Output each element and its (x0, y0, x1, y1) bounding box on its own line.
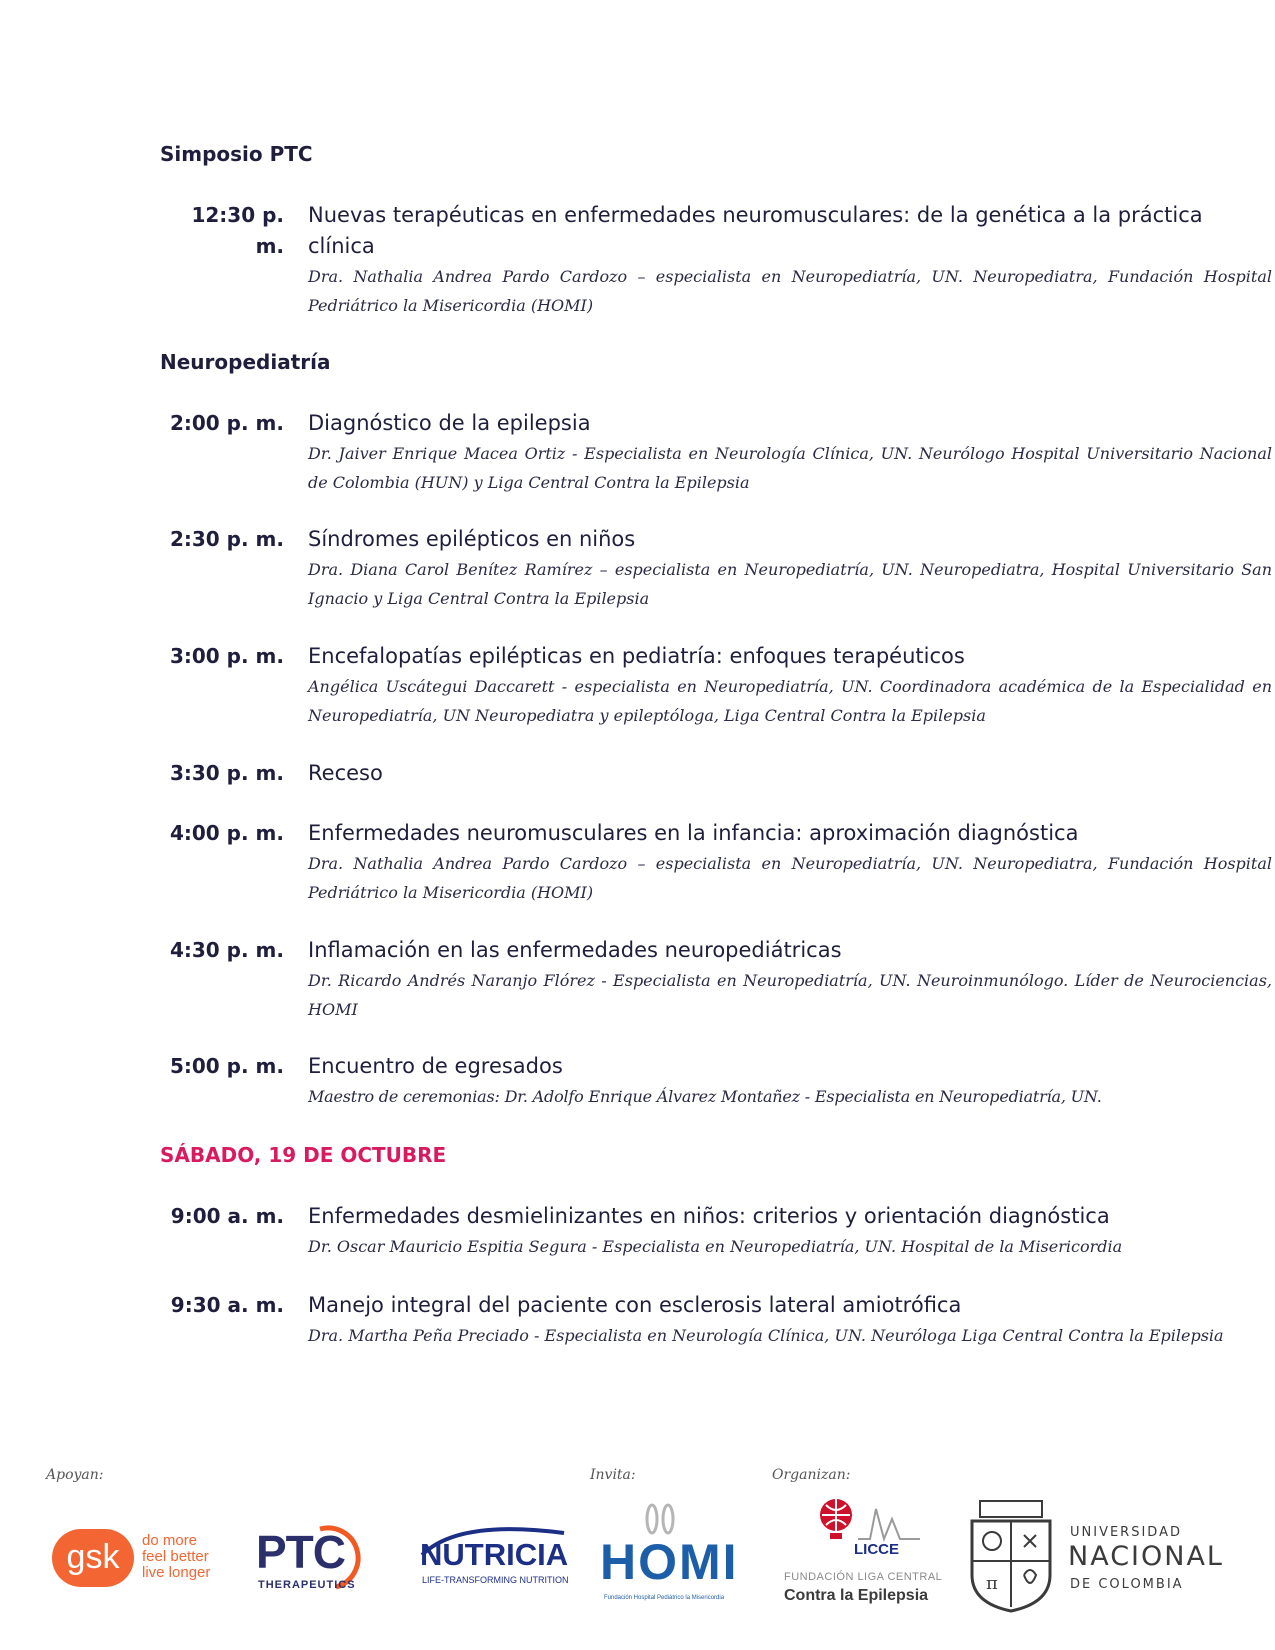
agenda-speaker: Dra. Diana Carol Benítez Ramírez – especialista en Neuropediatría, UN. Neuropediatra, Hospital Universitario San Ignacio y Liga Central Contra la Epilepsia (308, 560, 1272, 608)
agenda-talk-title: Encuentro de egresados (308, 1054, 563, 1078)
svg-text:π: π (986, 1573, 998, 1594)
agenda-time: 5:00 p. m. (169, 1054, 284, 1078)
agenda-talk-title: Encefalopatías epilépticas en pediatría: enfoques terapéuticos (308, 644, 965, 668)
agenda-time: 4:00 p. m. (169, 821, 284, 845)
agenda-speaker: Dr. Oscar Mauricio Espitia Segura - Especialista en Neuropediatría, UN. Hospital de la Misericordia (308, 1237, 1123, 1256)
agenda-speaker: Dr. Jaiver Enrique Macea Ortiz - Especialista en Neurología Clínica, UN. Neurólogo Hospital Universitario Nacional de Colombia (HUN) y Liga Central Contra la Epilepsia (308, 444, 1272, 492)
agenda-speaker: Dra. Nathalia Andrea Pardo Cardozo – especialista en Neuropediatría, UN. Neuropediatra, Fundación Hospital Pedriátrico la Misericordia (HOMI) (308, 267, 1272, 315)
homi-logo (600, 1495, 750, 1620)
homi-mark: HOMI (600, 1534, 739, 1590)
agenda-speaker: Angélica Uscátegui Daccarett - especialista en Neuropediatría, UN. Coordinadora académica de la Especialidad en Neuropediatría, UN Neuropediatra y epileptóloga, Liga Central Contra la Epilepsia (308, 677, 1272, 725)
un-shield-icon (966, 1495, 1056, 1615)
agenda-time: 9:00 a. m. (170, 1204, 284, 1228)
ptc-sub: THERAPEUTICS (258, 1579, 356, 1591)
licce-sub2: Contra la Epilepsia (784, 1587, 929, 1604)
footer-label-invita: Invita: (590, 1467, 636, 1483)
nutricia-mark: NUTRICIA (420, 1537, 569, 1572)
agenda-time: 3:30 p. m. (169, 761, 284, 785)
agenda-talk-title: Diagnóstico de la epilepsia (308, 411, 591, 435)
agenda-talk-title: Inflamación en las enfermedades neuropediátricas (308, 938, 842, 962)
agenda-talk-title: Enfermedades desmielinizantes en niños: criterios y orientación diagnóstica (308, 1204, 1110, 1228)
section-title-sabado: SÁBADO, 19 DE OCTUBRE (160, 1143, 447, 1167)
agenda-talk-title: Síndromes epilépticos en niños (308, 527, 636, 551)
agenda-speaker: Dr. Ricardo Andrés Naranjo Flórez - Especialista en Neuropediatría, UN. Neuroinmunólogo. Líder de Neurociencias, HOMI (308, 971, 1272, 1019)
globe-icon (816, 1495, 856, 1541)
gsk-logo (52, 1495, 222, 1620)
agenda-speaker: Maestro de ceremonias: Dr. Adolfo Enrique Álvarez Montañez - Especialista en Neuropediatría, UN. (308, 1087, 1102, 1106)
ptc-mark: PTC (256, 1526, 345, 1578)
footer-label-apoyan: Apoyan: (46, 1467, 104, 1483)
agenda-time: 9:30 a. m. (170, 1293, 284, 1317)
agenda-talk-title: Nuevas terapéuticas en enfermedades neuromusculares: de la genética a la práctica clínica (308, 203, 1203, 258)
licce-sub1: FUNDACIÓN LIGA CENTRAL (784, 1571, 943, 1583)
agenda-time: 3:00 p. m. (169, 644, 284, 668)
un-line2: NACIONAL (1068, 1541, 1224, 1572)
agenda-talk-title: Receso (308, 761, 383, 785)
agenda-time: 4:30 p. m. (169, 938, 284, 962)
agenda-time: 2:00 p. m. (169, 411, 284, 435)
nutricia-sub: LIFE-TRANSFORMING NUTRITION (422, 1575, 569, 1585)
section-title-neuropediatria: Neuropediatría (160, 350, 331, 374)
gsk-tagline: feel better (142, 1548, 209, 1565)
licce-mark: LICCE (854, 1541, 899, 1558)
agenda-talk-title: Enfermedades neuromusculares en la infancia: aproximación diagnóstica (308, 821, 1079, 845)
un-line3: DE COLOMBIA (1070, 1577, 1184, 1592)
agenda-speaker: Dra. Nathalia Andrea Pardo Cardozo – especialista en Neuropediatría, UN. Neuropediatra, Fundación Hospital Pedriátrico la Misericordia (HOMI) (308, 854, 1272, 902)
nutricia-logo (416, 1495, 576, 1620)
agenda-talk-title: Manejo integral del paciente con esclerosis lateral amiotrófica (308, 1293, 962, 1317)
section-title-simposio-ptc: Simposio PTC (160, 142, 313, 166)
un-line1: UNIVERSIDAD (1070, 1525, 1182, 1540)
footer-label-organizan: Organizan: (772, 1467, 851, 1483)
licce-logo (784, 1495, 944, 1620)
eeg-wave-icon (858, 1503, 920, 1543)
ptc-therapeutics-logo (250, 1495, 380, 1620)
universidad-nacional-logo (966, 1495, 1236, 1620)
gsk-tagline: do more (142, 1532, 198, 1549)
agenda-time: 2:30 p. m. (169, 527, 284, 551)
agenda-speaker: Dra. Martha Peña Preciado - Especialista en Neurología Clínica, UN. Neuróloga Liga Central Contra la Epilepsia (308, 1326, 1224, 1345)
homi-sub: Fundación Hospital Pediátrico la Misericordia (604, 1595, 725, 1601)
gsk-mark: gsk (52, 1529, 134, 1587)
agenda-time: 12:30 p. m. (191, 203, 284, 258)
gsk-tagline: live longer (142, 1564, 211, 1581)
